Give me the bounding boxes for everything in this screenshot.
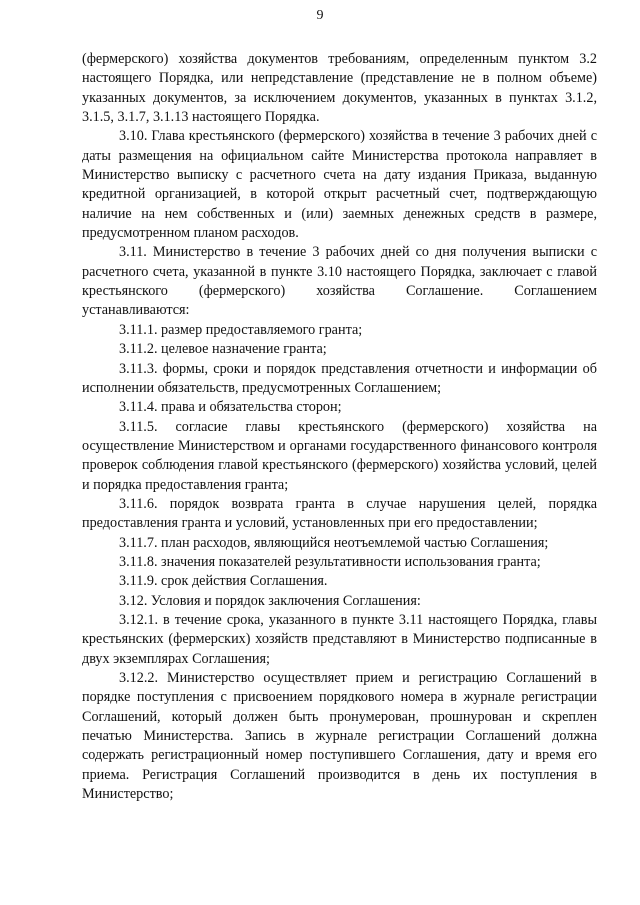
paragraph-3-12-1: 3.12.1. в течение срока, указанного в пункте 3.11 настоящего Порядка, главы крестьянских (фермерских) хозяйств представляют в Министерство подписанные в двух экземплярах Соглашения; [82, 611, 597, 667]
paragraph-3-11-5: 3.11.5. согласие главы крестьянского (фермерского) хозяйства на осуществление Министерством и органами государственного финансового контроля проверок соблюдения главой крестьянского (фермерского) хозяйства условий, целей и порядка предоставления гранта; [82, 418, 597, 493]
paragraph-3-11-3: 3.11.3. формы, сроки и порядок представления отчетности и информации об исполнении обязательств, предусмотренных Соглашением; [82, 360, 597, 396]
paragraph-3-10: 3.10. Глава крестьянского (фермерского) хозяйства в течение 3 рабочих дней с даты размещения на официальном сайте Министерства протокола направляет в Министерство выписку с расчетного счета на дату издания Приказа, выданную кредитной организацией, в которой открыт расчетный счет, подтверждающую наличие на нем собственных и (или) заемных денежных средств в размере, предусмотренном планом расходов. [82, 128, 597, 242]
paragraph-3-12: 3.12. Условия и порядок заключения Соглашения: [119, 592, 421, 609]
paragraph-3-11: 3.11. Министерство в течение 3 рабочих дней со дня получения выписки с расчетного счета, указанной в пункте 3.10 настоящего Порядка, заключает с главой крестьянского (фермерского) хозяйства Соглашение. Соглашением устанавливаются: [82, 244, 597, 319]
paragraph-continuation: (фермерского) хозяйства документов требованиям, определенным пунктом 3.2 настоящего Порядка, или непредставление (представление не в полном объеме) указанных документов, за исключением документов, указанных в пунктах 3.1.2, 3.1.5, 3.1.7, 3.1.13 настоящего Порядка. [82, 51, 597, 126]
paragraph-3-11-4: 3.11.4. права и обязательства сторон; [119, 399, 342, 416]
paragraph-3-11-1: 3.11.1. размер предоставляемого гранта; [119, 321, 363, 338]
paragraph-3-12-2: 3.12.2. Министерство осуществляет прием и регистрацию Соглашений в порядке поступления с присвоением порядкового номера в журнале регистрации Соглашений, который должен быть пронумерован, прошнурован и скреплен печатью Министерства. Запись в журнале регистрации Соглашений должна содержать регистрационный номер поступившего Соглашения, дату и время его приема. Регистрация Соглашений производится в день их поступления в Министерство; [82, 670, 597, 803]
paragraph-3-11-9: 3.11.9. срок действия Соглашения. [119, 573, 328, 590]
paragraph-3-11-7: 3.11.7. план расходов, являющийся неотъемлемой частью Соглашения; [119, 534, 549, 551]
paragraph-3-11-8: 3.11.8. значения показателей результативности использования гранта; [119, 553, 541, 570]
page-number: 9 [316, 8, 324, 23]
document-body [82, 50, 597, 804]
paragraph-3-11-6: 3.11.6. порядок возврата гранта в случае нарушения целей, порядка предоставления гранта и условий, установленных при его предоставлении; [82, 495, 597, 532]
paragraph-3-11-2: 3.11.2. целевое назначение гранта; [119, 341, 327, 358]
